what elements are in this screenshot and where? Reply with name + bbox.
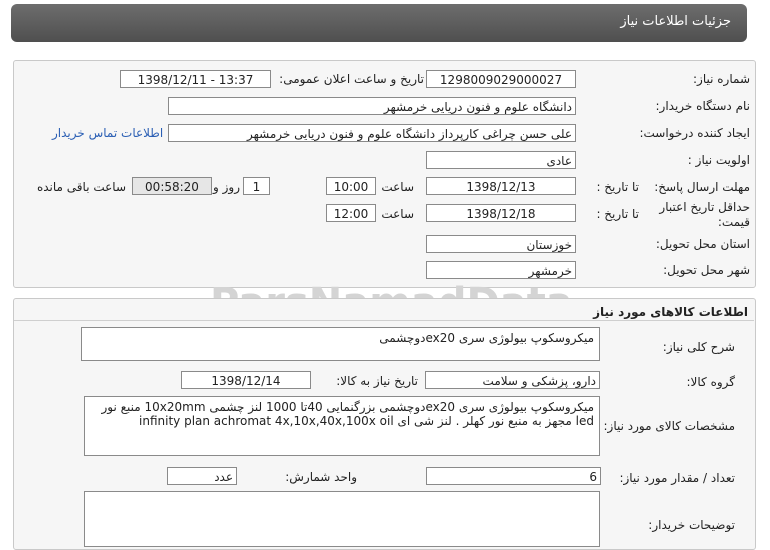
specs-field: میکروسکوپ بیولوژی سری ex20دوچشمی بزرگنمایی 40تا 1000 لنز چشمی 10x20mm منبع نور led مجهز به منبع نور کهلر . لنز شی ای infinity plan achromat 4x,10x,40x,100x oil <box>84 396 600 456</box>
summary-label: شرح کلی نیاز: <box>662 340 735 354</box>
qty-label: تعداد / مقدار مورد نیاز: <box>619 471 735 485</box>
city-label: شهر محل تحویل: <box>663 263 750 277</box>
priority-field: عادی <box>426 151 576 169</box>
deadline-label: مهلت ارسال پاسخ: <box>654 180 750 194</box>
unit-field: عدد <box>167 467 237 485</box>
deadline-to-date-label: تا تاریخ : <box>596 180 639 194</box>
specs-label: مشخصات کالای مورد نیاز: <box>603 419 735 433</box>
validity-time-field: 12:00 <box>326 204 376 222</box>
summary-field: میکروسکوپ بیولوژی سری ex20دوچشمی <box>81 327 600 361</box>
goods-separator <box>14 320 754 321</box>
need-date-field: 1398/12/14 <box>181 371 311 389</box>
goods-section-title: اطلاعات کالاهای مورد نیاز <box>593 305 748 319</box>
deadline-time-field: 10:00 <box>326 177 376 195</box>
panel-title: جزئیات اطلاعات نیاز <box>620 14 731 29</box>
province-label: استان محل تحویل: <box>655 237 750 251</box>
unit-label: واحد شمارش: <box>285 470 357 484</box>
notes-field <box>84 491 600 547</box>
need-number-field: 1298009029000027 <box>426 70 576 88</box>
group-field: دارو، پزشکی و سلامت <box>425 371 600 389</box>
requester-field: علی حسن چراغی کارپرداز دانشگاه علوم و فنون دریایی خرمشهر <box>168 124 576 142</box>
panel-header <box>11 4 747 42</box>
contact-buyer-link[interactable]: اطلاعات تماس خریدار <box>52 126 164 140</box>
group-label: گروه کالا: <box>686 375 735 389</box>
province-field: خوزستان <box>426 235 576 253</box>
city-field: خرمشهر <box>426 261 576 279</box>
need-number-label: شماره نیاز: <box>693 72 750 86</box>
need-info-box <box>13 60 756 288</box>
validity-date-field: 1398/12/18 <box>426 204 576 222</box>
days-label: روز و <box>213 180 240 194</box>
validity-to-date-label: تا تاریخ : <box>596 207 639 221</box>
need-date-label: تاریخ نیاز به کالا: <box>336 374 418 388</box>
notes-label: توضیحات خریدار: <box>648 518 735 532</box>
deadline-hour-label: ساعت <box>381 180 414 194</box>
validity-hour-label: ساعت <box>381 207 414 221</box>
announce-label: تاریخ و ساعت اعلان عمومی: <box>279 72 424 86</box>
requester-label: ایجاد کننده درخواست: <box>639 126 750 140</box>
validity-label: حداقل تاریخ اعتبار قیمت: <box>659 200 750 229</box>
deadline-date-field: 1398/12/13 <box>426 177 576 195</box>
buyer-org-field: دانشگاه علوم و فنون دریایی خرمشهر <box>168 97 576 115</box>
remaining-time-field: 00:58:20 <box>132 177 212 195</box>
buyer-org-label: نام دستگاه خریدار: <box>655 99 750 113</box>
qty-field: 6 <box>426 467 601 485</box>
priority-label: اولویت نیاز : <box>687 153 750 167</box>
announce-field: 1398/12/11 - 13:37 <box>120 70 271 88</box>
days-field: 1 <box>243 177 270 195</box>
remaining-label: ساعت باقی مانده <box>36 180 126 194</box>
